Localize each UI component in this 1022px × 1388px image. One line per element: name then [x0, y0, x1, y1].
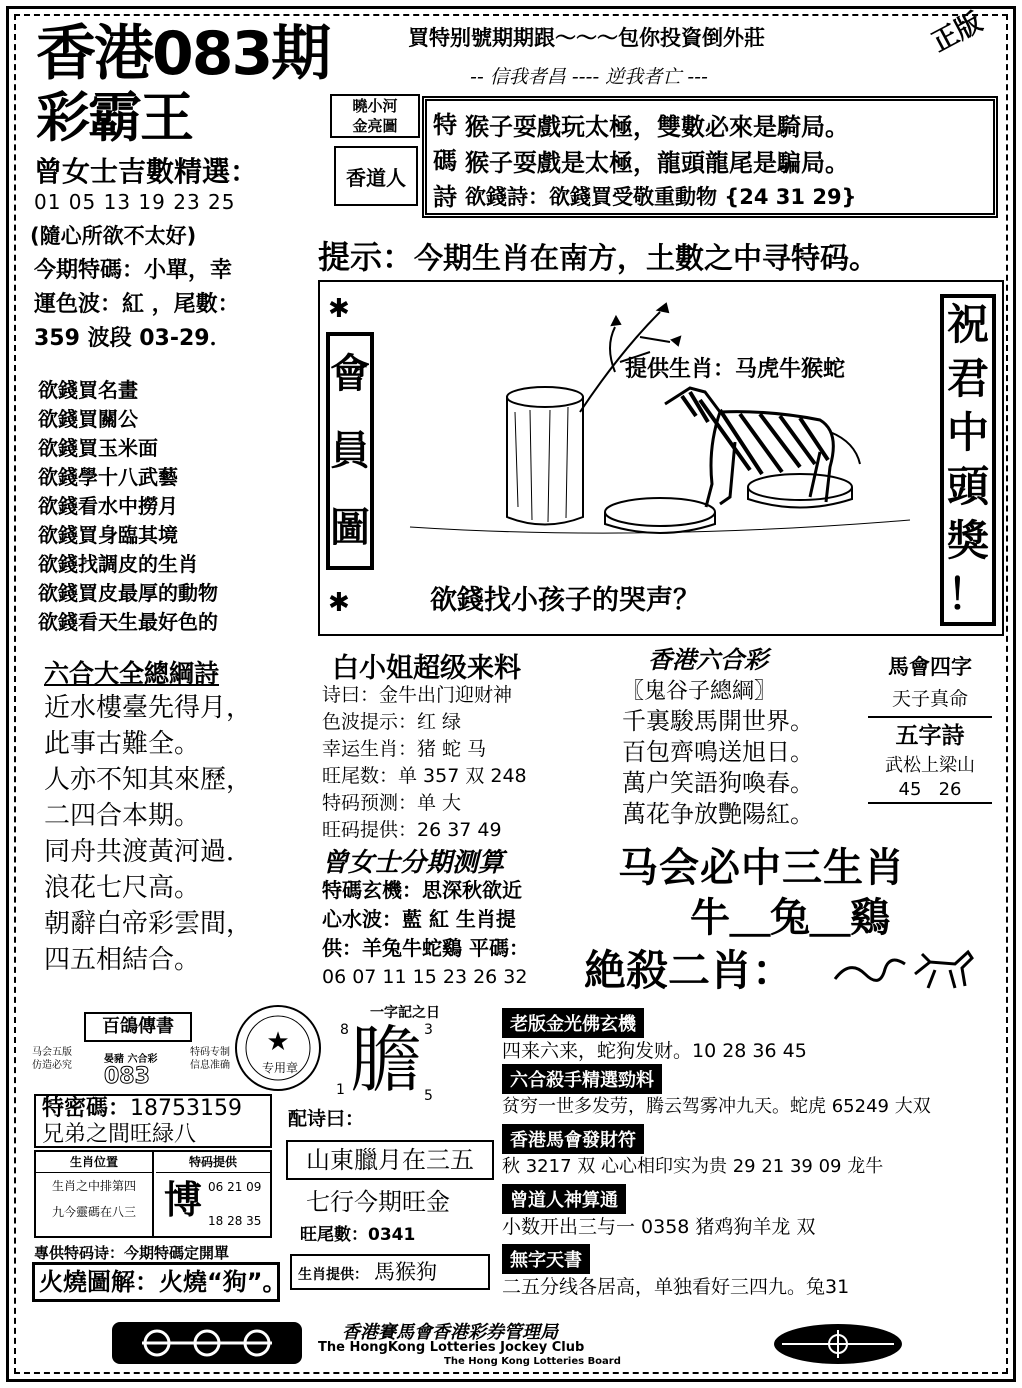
- sx-value: 馬猴狗: [374, 1260, 437, 1284]
- stamp-box: [330, 94, 420, 138]
- zeng-line: 特碼玄機：思深秋欲近: [322, 878, 522, 902]
- star-icon: ★: [266, 1027, 290, 1057]
- label-char: 詩: [433, 183, 457, 211]
- three-animals: 牛＿兔＿鷄: [690, 895, 890, 941]
- footer-logo-left: [112, 1322, 302, 1364]
- position-col: [36, 1152, 154, 1236]
- poem-line: 此事古難全。: [44, 729, 201, 759]
- secret-code: 18753159: [130, 1096, 242, 1121]
- hk-title: 香港六合彩: [648, 646, 768, 674]
- label-char: 碼: [433, 147, 457, 175]
- riddle-item: 欲錢買名畫: [38, 378, 138, 402]
- member-picture-panel: [318, 280, 1004, 636]
- mahui-text: 天子真命: [868, 682, 992, 718]
- vertical-title-right: 頭: [946, 462, 989, 511]
- motto: -- 信我者昌 ---- 逆我者亡 ---: [470, 66, 708, 88]
- issue-outline: 083: [104, 1064, 150, 1089]
- special-poem-line: 專供特码诗：今期特碼定開單: [34, 1244, 230, 1262]
- label-column: [433, 107, 457, 215]
- zeng-line: 心水波：藍 紅 生肖提: [322, 907, 516, 931]
- riddle-item: 欲錢買皮最厚的動物: [38, 581, 218, 605]
- num-5: 5: [424, 1088, 433, 1104]
- item-text: 二五分线各居高，单独看好三四九。兔31: [502, 1276, 850, 1298]
- prov-head: 特码提供: [156, 1152, 270, 1173]
- zeng-title: 曾女士分期测算: [322, 848, 505, 878]
- stamp-line: 曉小河: [352, 97, 398, 115]
- special-line-1: 猴子耍戲玩太極，雙數必來是騎局。: [465, 113, 849, 141]
- riddle-item: 欲錢買玉米面: [38, 436, 158, 460]
- genuine-badge: 正版: [927, 7, 988, 59]
- hk-poem-line: 百包齊鳴送旭日。: [622, 738, 814, 766]
- fire-banner: 火燒圖解：火燒“狗”。: [32, 1262, 280, 1302]
- poem-line: 四五相結合。: [44, 945, 201, 975]
- num-8: 8: [340, 1022, 349, 1038]
- vertical-title-left: 會: [330, 351, 370, 398]
- item-label: 香港馬會發財符: [502, 1124, 644, 1154]
- zi-title: 一字記之日: [370, 1005, 440, 1021]
- member-picture-title: [326, 332, 374, 570]
- zeng-line: 供：羊兔牛蛇鷄 平碼：: [322, 936, 529, 960]
- bai-line: 旺尾数：单 357 双 248: [322, 765, 527, 787]
- small-left-note: 马会五版 仿造必究: [32, 1047, 72, 1071]
- prov-nums: 06 21 09: [208, 1180, 262, 1194]
- num-3: 3: [424, 1022, 433, 1038]
- lucky-numbers: 01 05 13 19 23 25: [34, 190, 236, 214]
- item-label: 無字天書: [502, 1244, 590, 1274]
- poem-lines: [44, 690, 314, 978]
- riddle-item: 欲錢看天生最好色的: [38, 610, 218, 634]
- bai-title: 白小姐超级来料: [332, 653, 521, 684]
- five-nums: 45 26: [868, 778, 992, 804]
- item-label: 老版金光佛玄機: [502, 1008, 644, 1038]
- left-special-lines: [34, 254, 324, 356]
- zeng-lines: [322, 876, 612, 992]
- poem-line: 浪花七尺高。: [44, 873, 201, 903]
- three-title: 马会必中三生肖: [618, 845, 905, 891]
- club-logo-icon: [112, 1322, 302, 1364]
- poem-title: 六合大全總綱詩: [44, 659, 220, 688]
- congrats-vertical: [940, 294, 996, 626]
- vertical-title-left: 圖: [330, 504, 370, 551]
- zebra-illustration: [390, 292, 930, 582]
- hk-poem-line: 萬户笑語狗喚春。: [622, 769, 814, 797]
- secret-code-box: [34, 1094, 272, 1148]
- vertical-title-right: 君: [946, 354, 989, 403]
- bai-line: 旺码提供：26 37 49: [322, 819, 502, 841]
- kill-two: 絶殺二肖：: [584, 946, 795, 995]
- slogan: 買特别號期期跟～～～包你投資倒外莊: [408, 25, 765, 50]
- stump-top: [507, 387, 583, 407]
- right-list-item: [502, 1124, 1002, 1184]
- lucky-note: (隨心所欲不太好): [30, 224, 197, 248]
- issue-title: 香港083期: [36, 19, 330, 89]
- special-line-2: 猴子耍戲是太極，龍頭龍尾是騙局。: [465, 149, 849, 177]
- special-line: 359 波段 03-29．: [34, 326, 232, 351]
- footer-cn: 香港賽馬會香港彩券管理局: [342, 1322, 558, 1343]
- prov-nums: 18 28 35: [208, 1214, 262, 1228]
- item-label: 六合殺手精選勁料: [502, 1064, 662, 1094]
- hint-label: 提示：: [318, 238, 415, 276]
- peishi: 配诗曰：: [288, 1108, 365, 1130]
- provide-col: [156, 1152, 270, 1236]
- hint: [318, 232, 878, 278]
- riddle-list: [38, 376, 318, 637]
- pos-line: 九今靈碼在八三: [51, 1205, 136, 1219]
- right-list-item: [502, 1008, 1002, 1064]
- pigeon-stamp: 百鴿傳書: [84, 1012, 192, 1042]
- center-line-1: 山東臘月在三五: [286, 1140, 494, 1180]
- mahui-title: 馬會四字: [888, 655, 972, 679]
- label-char: 特: [433, 111, 457, 139]
- bai-lines: [322, 682, 612, 844]
- right-list-item: [502, 1244, 1002, 1304]
- footer-en1: The HongKong Lotteries Jockey Club: [318, 1340, 585, 1355]
- poem-line: 朝辭白帝彩雲間，: [44, 909, 253, 939]
- vertical-title-right: 中: [946, 408, 989, 457]
- seal-text: 专用章: [261, 1061, 299, 1075]
- right-list-item: [502, 1064, 1002, 1124]
- zodiac-position-box: [34, 1150, 272, 1238]
- small-mid-note: 晏豬 六合彩: [104, 1054, 158, 1065]
- disc-right: [748, 474, 852, 500]
- disc-left: [605, 498, 715, 526]
- seal-stamp: [232, 1002, 324, 1094]
- big-char: 膽: [350, 1018, 423, 1102]
- snake-horse-icon: [830, 944, 980, 994]
- pos-head: 生肖位置: [36, 1152, 152, 1173]
- riddle-item: 欲錢找調皮的生肖: [38, 552, 198, 576]
- poem-line: 同舟共渡黃河過．: [44, 837, 253, 867]
- poem-line: 近水樓臺先得月，: [44, 693, 253, 723]
- bai-line: 幸运生肖：猪 蛇 马: [322, 738, 487, 760]
- picture-caption-bottom: 欲錢找小孩子的哭声？: [430, 585, 700, 616]
- item-label: 曾道人神算通: [502, 1184, 626, 1214]
- zodiac-provide-box: [290, 1254, 490, 1290]
- vertical-title-right: 祝: [946, 300, 989, 349]
- bo-char: 博: [164, 1178, 203, 1222]
- asterisk-icon: ✱: [328, 588, 350, 618]
- pos-line: 生肖之中排第四: [51, 1179, 136, 1193]
- bai-line: 诗曰：金牛出门迎财神: [322, 684, 513, 706]
- mahui-box: [868, 652, 992, 804]
- riddle-item: 欲錢買關公: [38, 407, 138, 431]
- item-text: 秋 3217 双 心心相印实为贵 29 21 39 09 龙牛: [502, 1156, 884, 1177]
- right-list: [502, 1008, 1002, 1304]
- bai-line: 特码预测：单 大: [322, 792, 462, 814]
- picture-caption-top: 提供生肖：马虎牛猴蛇: [625, 357, 846, 382]
- vertical-title-right: ！: [946, 570, 989, 619]
- hk-subtitle: 〖鬼谷子總綱〗: [622, 679, 777, 704]
- secret-line: [42, 1096, 242, 1122]
- num-1: 1: [336, 1082, 345, 1098]
- brother-line: 兄弟之間旺緑八: [42, 1122, 197, 1147]
- hint-text: 今期生肖在南方，土數之中寻特码。: [414, 241, 879, 275]
- wangwei: 旺尾數：0341: [300, 1225, 416, 1245]
- special-line: 運色波：紅 ，尾數：: [34, 292, 240, 317]
- stamp-line: 金亮圖: [352, 117, 398, 135]
- poem-line: 人亦不知其來歷，: [44, 765, 253, 795]
- taoist-stamp: 香道人: [334, 146, 418, 206]
- special-line: 今期特碼：小單，幸: [34, 258, 233, 283]
- poem-line: 二四合本期。: [44, 801, 201, 831]
- small-right-note: 特码专制 信息准确: [190, 1047, 230, 1071]
- vertical-title-right: 獎: [946, 516, 989, 565]
- asterisk-icon: ✱: [328, 294, 350, 324]
- special-code-box: [422, 96, 998, 218]
- special-line-3: 欲錢詩：欲錢買受敬重動物 {24 31 29}: [465, 185, 857, 209]
- hk-poem-line: 萬花争放艷陽紅。: [622, 800, 814, 828]
- brand-title: 彩霸王: [36, 86, 192, 149]
- riddle-item: 欲錢買身臨其境: [38, 523, 178, 547]
- hk-poem: [622, 706, 862, 830]
- item-text: 贫穷一世多发劳，腾云驾雾冲九天。蛇虎 65249 大双: [502, 1096, 931, 1117]
- zeng-line: 06 07 11 15 23 26 32: [322, 966, 528, 988]
- center-line-2: 七行今期旺金: [306, 1188, 450, 1216]
- footer-en2: The Hong Kong Lotteries Board: [444, 1356, 621, 1367]
- footer-logo-right: [772, 1322, 904, 1366]
- sx-label: 生肖提供：: [298, 1267, 368, 1283]
- secret-label: 特密碼：: [42, 1096, 131, 1121]
- item-text: 四来六来，蛇狗发财。10 28 36 45: [502, 1040, 807, 1062]
- five-text: 武松上梁山: [885, 755, 975, 776]
- right-list-item: [502, 1184, 1002, 1244]
- hk-poem-line: 千裏駿馬開世界。: [622, 707, 814, 735]
- five-title: 五字詩: [895, 723, 965, 749]
- vertical-title-left: 員: [330, 427, 370, 474]
- riddle-item: 欲錢學十八武藝: [38, 465, 178, 489]
- left-heading: 曾女士吉數精選：: [34, 155, 259, 188]
- bai-line: 色波提示：红 绿: [322, 711, 462, 733]
- riddle-item: 欲錢看水中撈月: [38, 494, 178, 518]
- item-text: 小数开出三与一 0358 猪鸡狗羊龙 双: [502, 1216, 816, 1238]
